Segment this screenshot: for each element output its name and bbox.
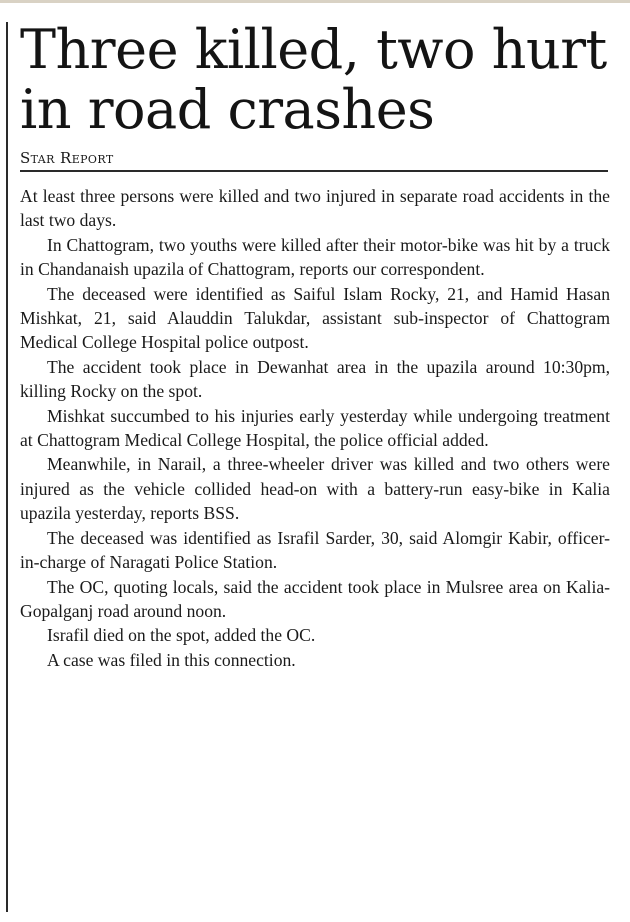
paragraph: In Chattogram, two youths were killed after their motor-bike was hit by a truck in Chandanaish upazila of Chattogram, reports our correspondent.	[20, 234, 610, 280]
paragraph: A case was filed in this connection.	[47, 649, 296, 670]
paragraph: The accident took place in Dewanhat area in the upazila around 10:30pm, killing Rocky on the spot.	[20, 356, 610, 402]
paragraph: Israfil died on the spot, added the OC.	[47, 625, 316, 646]
byline: Star Report	[20, 148, 608, 172]
top-rule	[0, 0, 630, 3]
article-body	[20, 184, 610, 672]
paragraph: The deceased were identified as Saiful Islam Rocky, 21, and Hamid Hasan Mishkat, 21, said Alauddin Talukdar, assistant sub-inspector of Chattogram Medical College Hospital police outpost.	[20, 283, 610, 353]
paragraph: At least three persons were killed and two injured in separate road accidents in the last two days.	[20, 186, 610, 231]
paragraph: Meanwhile, in Narail, a three-wheeler driver was killed and two others were injured as the vehicle collided head-on with a battery-run easy-bike in Kalia upazila yesterday, reports BSS.	[20, 454, 610, 524]
column-rule	[6, 22, 8, 912]
news-article	[20, 20, 610, 672]
paragraph: The deceased was identified as Israfil Sarder, 30, said Alomgir Kabir, officer-in-charge of Naragati Police Station.	[20, 527, 610, 573]
headline: Three killed, two hurt in road crashes	[20, 18, 607, 141]
paragraph: The OC, quoting locals, said the accident took place in Mulsree area on Kalia-Gopalganj road around noon.	[20, 576, 610, 621]
paragraph: Mishkat succumbed to his injuries early yesterday while undergoing treatment at Chattogram Medical College Hospital, the police official added.	[20, 405, 610, 451]
